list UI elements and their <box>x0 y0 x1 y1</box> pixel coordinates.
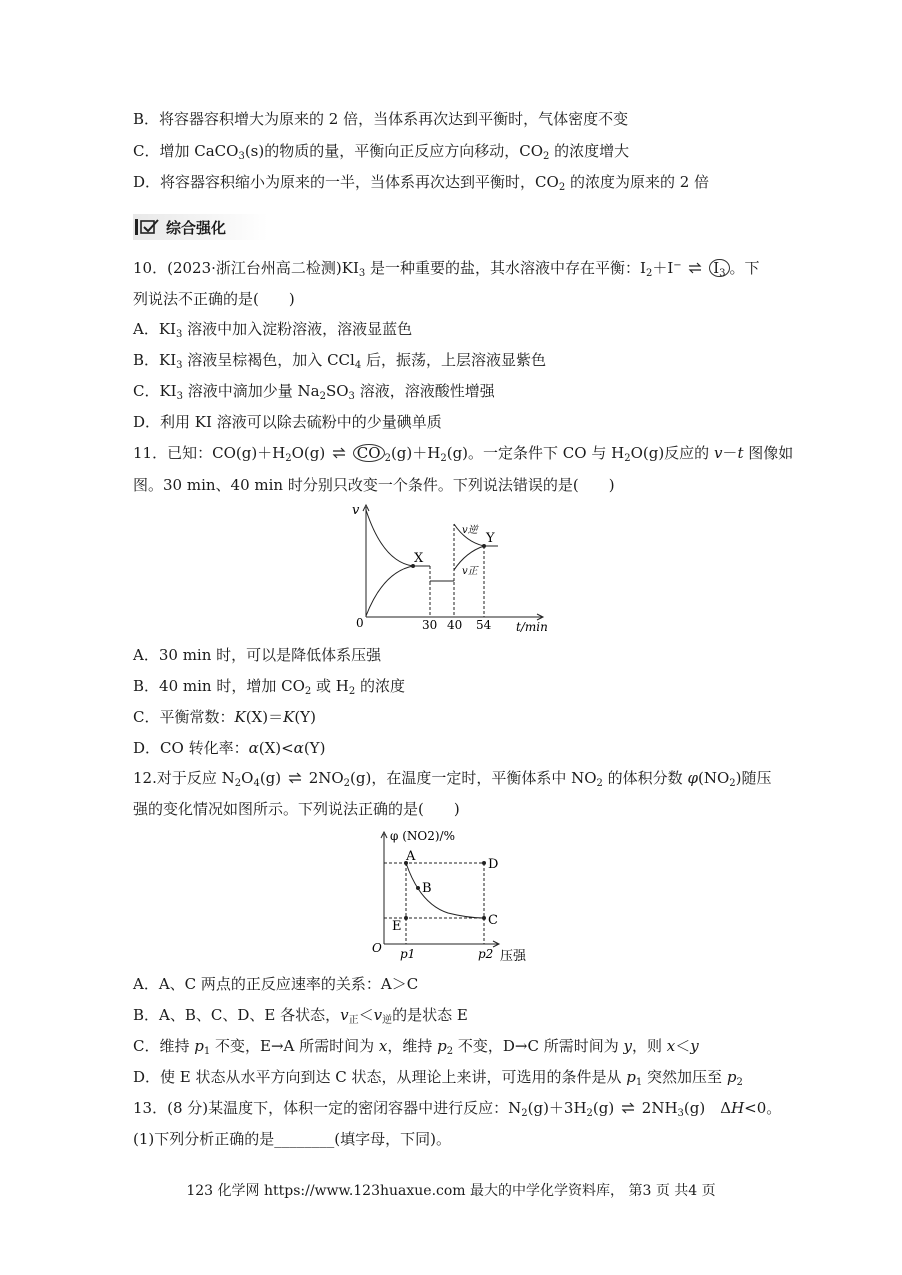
q11-option-d: D．CO 转化率：α(X)<α(Y) <box>133 739 326 757</box>
equilibrium-arrow-icon <box>688 262 702 274</box>
q13-question-1: (1)下列分析正确的是________(填字母，下同)。 <box>133 1130 451 1148</box>
equilibrium-arrow-icon <box>621 1102 635 1114</box>
phi-tick-p1: p1 <box>400 947 416 961</box>
phi-label-d: D <box>488 857 499 872</box>
phi-tick-p2: p2 <box>478 947 494 961</box>
vt-chart <box>348 502 548 634</box>
q11-option-a: A．30 min 时，可以是降低体系压强 <box>133 646 382 664</box>
vt-curve-forward <box>366 566 428 616</box>
phi-pressure-chart <box>368 826 538 964</box>
q11-option-c: C．平衡常数：K(X)＝K(Y) <box>133 708 316 726</box>
equilibrium-arrow-icon <box>288 772 302 784</box>
q11-option-b: B．40 min 时，增加 $CO_2$ 或 $H_2$ 的浓度 <box>133 677 406 697</box>
checkbox-icon <box>140 219 160 235</box>
phi-curve <box>406 863 484 918</box>
vt-label-v-rev: v逆 <box>462 525 478 536</box>
q10-option-c: C．$KI_3$ 溶液中滴加少量 $Na_2SO_3$ 溶液，溶液酸性增强 <box>133 382 495 402</box>
phi-point-b <box>416 886 420 890</box>
q12-option-c: C．维持 $p_1$ 不变，E→A 所需时间为 x，维持 $p_2$ 不变，D→C 所需时间为 y，则 x＜y <box>133 1037 699 1057</box>
q10-option-a: A．$KI_3$ 溶液中加入淀粉溶液，溶液显蓝色 <box>133 320 413 340</box>
q10-option-d: D．利用 KI 溶液可以除去硫粉中的少量碘单质 <box>133 413 442 431</box>
vt-y-label: v <box>352 503 360 518</box>
phi-label-b: B <box>422 881 432 896</box>
vt-label-y: Y <box>486 531 495 546</box>
answer-blank[interactable]: ________ <box>274 1130 335 1148</box>
q12-option-b: B．A、B、C、D、E 各状态，$v_正<v_逆$的是状态 E <box>133 1006 468 1026</box>
q11-stem-line1: 11．已知：$CO(g)+H_2O(g)$ CO $_2(g)+H_2(g)$。一定条件下 CO 与 $H_2O(g)$反应的 v－t 图像如 <box>133 444 794 464</box>
vt-origin: 0 <box>356 616 364 630</box>
q9-option-d: D．将容器容积缩小为原来的一半，当体系再次达到平衡时，$CO_2$ 的浓度为原来的 2 倍 <box>133 173 710 193</box>
vt-x-label: t/min <box>516 620 548 634</box>
vt-tick-54: 54 <box>476 618 492 632</box>
phi-x-label: 压强 <box>500 949 527 964</box>
phi-point-d <box>482 861 486 865</box>
circled-species: CO <box>353 444 385 462</box>
phi-y-label: φ (NO2)/% <box>390 829 455 843</box>
q9-option-c: C．增加 CaCO$_3$(s)的物质的量，平衡向正反应方向移动，$CO_2$ 的浓度增大 <box>133 142 630 162</box>
q12-stem-line2: 强的变化情况如图所示。下列说法正确的是( ) <box>133 800 460 818</box>
section-bar <box>135 219 138 235</box>
q10-stem-line2: 列说法不正确的是( ) <box>133 290 295 308</box>
q10-option-b: B．$KI_3$ 溶液呈棕褐色，加入 CCl$_4$ 后，振荡，上层溶液显紫色 <box>133 351 546 371</box>
vt-label-x: X <box>414 551 424 566</box>
phi-label-c: C <box>488 913 498 928</box>
equilibrium-arrow-icon <box>332 447 346 459</box>
q12-option-d: D．使 E 状态从水平方向到达 C 状态，从理论上来讲，可选用的条件是从 $p_1$ 突然加压至 $p_2$ <box>133 1068 743 1088</box>
q11-stem-line2: 图。30 min、40 min 时分别只改变一个条件。下列说法错误的是( ) <box>133 476 615 494</box>
q12-stem-line1: 12.对于反应 $N_2O_4(g)$ $2NO_2(g)$，在温度一定时，平衡体系中 $NO_2$ 的体积分数 $\varphi(NO_2)$随压 <box>133 769 772 789</box>
vt-label-v-fwd: v正 <box>462 566 478 577</box>
q13-stem-line1: 13．(8 分)某温度下，体积一定的密闭容器中进行反应：$N_2(g)+3H_2(g)$ $2NH_3(g)$ ΔH<0。 <box>133 1099 782 1119</box>
circled-species: $I_3$ <box>709 259 729 277</box>
phi-label-a: A <box>406 849 416 864</box>
phi-point-e <box>404 916 408 920</box>
q9-option-b: B．将容器容积增大为原来的 2 倍，当体系再次达到平衡时，气体密度不变 <box>133 110 629 128</box>
vt-tick-40: 40 <box>447 618 463 632</box>
section-header <box>133 214 268 240</box>
section-title: 综合强化 <box>166 218 227 237</box>
q10-stem-line1: 10．(2023·浙江台州高二检测)$KI_3$ 是一种重要的盐，其水溶液中存在平衡：$I_2+I^-$ $I_3$ 。下 <box>133 259 760 279</box>
phi-label-e: E <box>392 919 402 934</box>
page-footer: 123 化学网 https://www.123huaxue.com 最大的中学化学资料库， 第3 页 共4 页 <box>186 1183 716 1199</box>
vt-tick-30: 30 <box>422 618 438 632</box>
phi-origin: O <box>372 941 382 955</box>
phi-point-c <box>482 916 486 920</box>
q12-option-a: A．A、C 两点的正反应速率的关系：A＞C <box>133 975 419 993</box>
